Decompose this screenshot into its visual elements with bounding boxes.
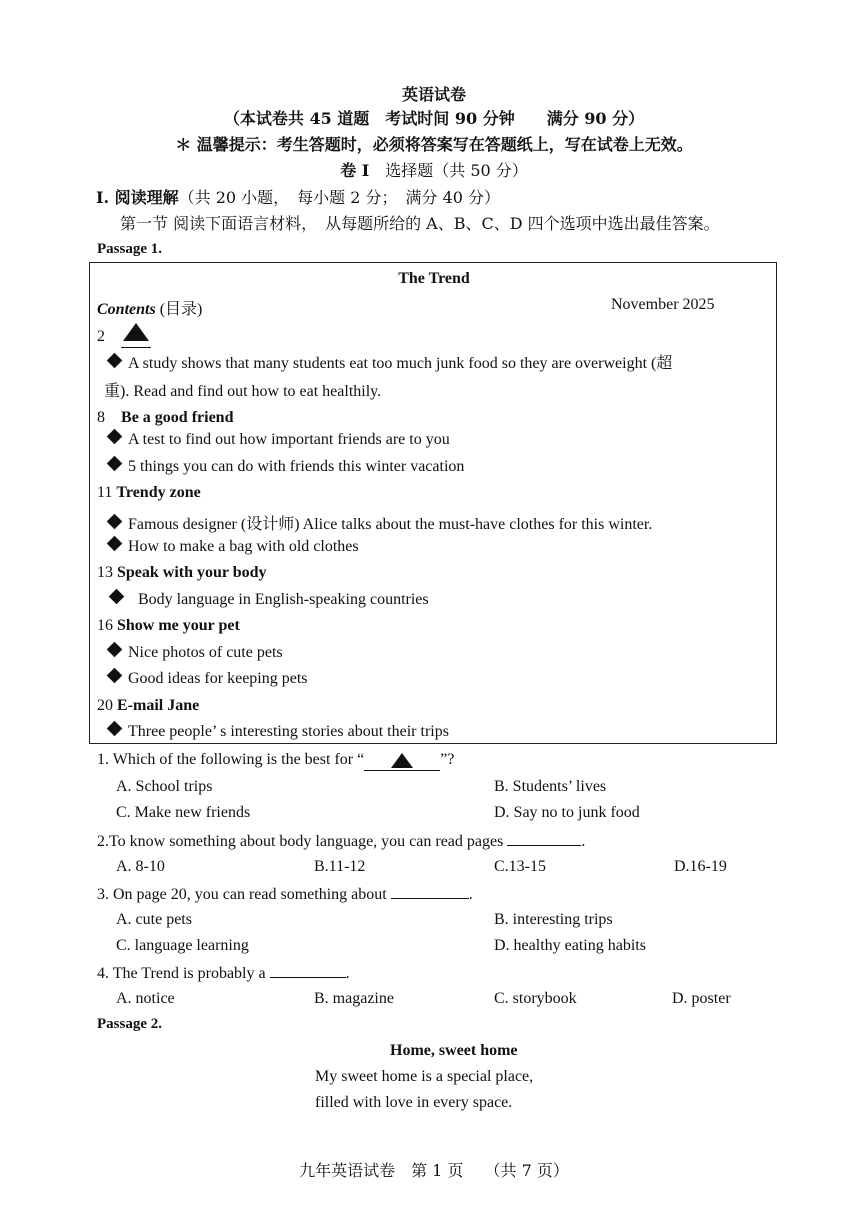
exam-tip: ＊ 温馨提示：考生答题时，必须将答案写在答题纸上，写在试卷上无效。 (175, 135, 693, 154)
question-stem: 1. Which of the following is the best for “ (97, 751, 365, 768)
magazine-title: The Trend (398, 270, 470, 287)
entry-heading: Show me your pet (117, 617, 240, 634)
diamond-bullet-icon (107, 536, 123, 552)
volume-heading (0, 158, 868, 181)
list-item-text: Famous designer (设计师) Alice talks about the must-have clothes for this winter. (128, 516, 653, 533)
question-stem-end: ”? (440, 751, 455, 768)
diamond-bullet-icon (107, 514, 123, 530)
question-stem: 2.To know something about body language, you can read pages (97, 833, 508, 850)
option-b: B. Students’ lives (494, 778, 607, 795)
entry-page: 20 (97, 697, 113, 714)
entry-2 (97, 323, 151, 348)
entry-page: 13 (97, 564, 113, 581)
poem-title: Home, sweet home (390, 1042, 518, 1059)
option-a: A. School trips (116, 778, 213, 795)
blank-underline (121, 323, 151, 348)
section-detail: （共 20 小题， 每小题 2 分； 满分 40 分） (178, 188, 501, 207)
entry-13 (97, 564, 267, 582)
exam-title: 英语试卷 (401, 85, 466, 104)
option-d: D. poster (672, 990, 731, 1007)
entry-heading: Be a good friend (121, 409, 234, 426)
entry-heading: E-mail Jane (117, 697, 200, 714)
entry-page: 11 (97, 484, 113, 501)
list-item-text: A study shows that many students eat too much junk food so they are overweight (超 (128, 355, 673, 372)
list-item (109, 670, 308, 688)
list-item (109, 350, 672, 373)
answer-blank (507, 831, 581, 846)
list-item-text: 5 things you can do with friends this winter vacation (128, 458, 465, 475)
question-stem: 4. The Trend is probably a (97, 965, 270, 982)
option-c: C. storybook (494, 990, 577, 1007)
entry-page: 16 (97, 617, 113, 634)
option-c: C.13-15 (494, 858, 546, 875)
section-label: I. 阅读理解 (96, 188, 179, 207)
diamond-bullet-icon (107, 429, 123, 445)
list-item-text: Nice photos of cute pets (128, 644, 283, 661)
list-item (111, 591, 429, 609)
poem-line-1: My sweet home is a special place, (315, 1068, 534, 1085)
volume-label: 卷 I (340, 161, 370, 180)
entry-8 (97, 404, 233, 427)
answer-blank (270, 963, 346, 978)
list-item-text: Three people’ s interesting stories about their trips (128, 723, 449, 740)
diamond-bullet-icon (107, 642, 123, 658)
option-d: D. Say no to junk food (494, 804, 640, 821)
option-b: B. interesting trips (494, 911, 613, 928)
option-c: C. Make new friends (116, 804, 251, 821)
entry-heading: Trendy zone (116, 484, 201, 501)
question-4 (97, 963, 350, 983)
list-item (109, 458, 464, 476)
list-item-text: A test to find out how important friends are to you (128, 431, 450, 448)
list-item-text: Body language in English-speaking countries (138, 591, 429, 608)
volume-text: 选择题（共 50 分） (369, 161, 528, 180)
entry-16 (97, 617, 240, 635)
answer-blank (391, 884, 469, 899)
triangle-icon (123, 323, 149, 341)
list-item (109, 431, 450, 449)
option-b: B.11-12 (314, 858, 366, 875)
list-item (109, 538, 359, 556)
diamond-bullet-icon (109, 589, 125, 605)
list-item-continued: 重). Read and find out how to eat healthily. (104, 383, 382, 400)
entry-heading: Speak with your body (117, 564, 267, 581)
question-stem-end: . (581, 833, 586, 850)
diamond-bullet-icon (107, 353, 123, 369)
list-item (109, 723, 449, 741)
option-a: A. cute pets (116, 911, 192, 928)
diamond-bullet-icon (107, 668, 123, 684)
list-item-text: Good ideas for keeping pets (128, 670, 308, 687)
exam-subtitle: （本试卷共 45 道题 考试时间 90 分钟 满分 90 分） (223, 109, 645, 128)
option-a: A. notice (116, 990, 175, 1007)
entry-page: 2 (97, 328, 105, 345)
list-item (109, 644, 283, 662)
list-item-text: How to make a bag with old clothes (128, 538, 359, 555)
option-c: C. language learning (116, 937, 249, 954)
question-3-stem (97, 884, 473, 904)
triangle-icon (391, 753, 413, 768)
section-instruction: 第一节 阅读下面语言材料， 从每题所给的 A、B、C、D 四个选项中选出最佳答案。 (120, 214, 720, 233)
contents-heading (97, 296, 202, 319)
option-d: D. healthy eating habits (494, 937, 646, 954)
contents-cn: (目录) (155, 301, 203, 318)
question-stem: 3. On page 20, you can read something about (97, 886, 391, 903)
option-a: A. 8-10 (116, 858, 165, 875)
section-heading (96, 185, 500, 208)
entry-page: 8 (97, 409, 105, 426)
passage-1-label: Passage 1. (97, 241, 162, 257)
contents-label: Contents (97, 301, 156, 318)
question-stem-end: . (468, 886, 473, 903)
entry-11 (97, 484, 201, 502)
page-footer: 九年英语试卷 第 1 页 （共 7 页） (299, 1161, 569, 1180)
question-stem-end: . (345, 965, 350, 982)
option-b: B. magazine (314, 990, 394, 1007)
entry-20 (97, 697, 199, 715)
question-1 (97, 751, 454, 771)
poem-line-2: filled with love in every space. (315, 1094, 513, 1111)
question-2 (97, 831, 585, 851)
diamond-bullet-icon (107, 456, 123, 472)
answer-blank (364, 752, 440, 771)
list-item (109, 511, 652, 534)
issue-date: November 2025 (611, 296, 715, 313)
passage-2-label: Passage 2. (97, 1016, 162, 1032)
option-d: D.16-19 (674, 858, 727, 875)
diamond-bullet-icon (107, 721, 123, 737)
